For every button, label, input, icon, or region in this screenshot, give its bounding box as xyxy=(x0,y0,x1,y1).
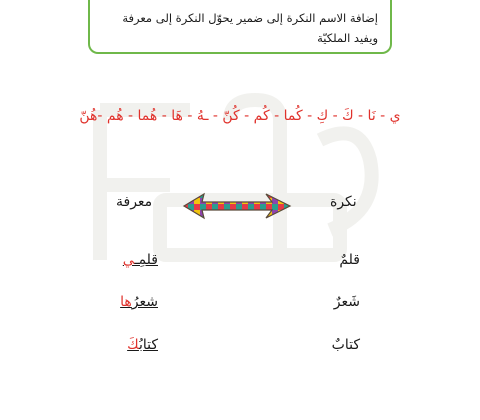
header-indefinite: نكرة xyxy=(330,194,357,210)
pronoun-suffix-3: كَ xyxy=(127,337,139,353)
definite-word-3 xyxy=(100,337,158,353)
definite-word-2 xyxy=(100,294,158,310)
header-definite: معرفة xyxy=(116,194,153,210)
definite-stem-1: قلمِـ xyxy=(134,252,158,268)
pronoun-suffix-1: ي xyxy=(122,252,135,268)
attached-pronouns-list: ي - نَا - كَ - كِ - كُما - كُم - كُنّ - ـهُ - هَا - هُما - هُم -هُنّ xyxy=(79,108,401,124)
pronoun-suffix-2: ها xyxy=(120,294,132,310)
rule-note-box xyxy=(88,0,392,54)
indefinite-word-3: كتابٌ xyxy=(331,337,360,353)
definite-stem-2: شعرُ xyxy=(131,294,158,310)
rule-line-2: ويفيد الملكيّة xyxy=(317,31,378,45)
definite-word-1 xyxy=(100,252,158,268)
left-arrow-icon xyxy=(182,192,292,220)
indefinite-word-2: شَعرٌ xyxy=(333,294,360,310)
rule-line-1: إضافة الاسم النكرة إلى ضمير يحوّل النكرة إلى معرفة xyxy=(122,11,378,25)
indefinite-word-1: قلمٌ xyxy=(339,252,360,268)
definite-stem-3: كتابُ xyxy=(138,337,158,353)
